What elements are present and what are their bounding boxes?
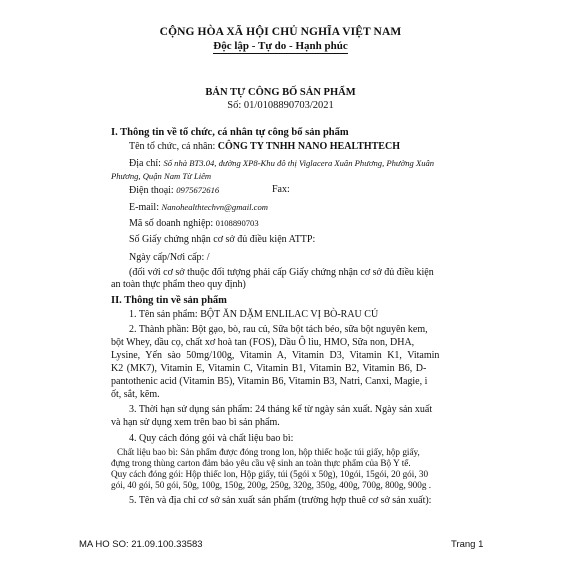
certificate-row: Số Giấy chứng nhận cơ sở đủ điều kiện ATTP: — [129, 234, 316, 245]
page-number: Trang 1 — [451, 539, 484, 550]
fax-label: Fax: — [272, 184, 290, 195]
shelf-life-line: 3. Thời hạn sử dụng sản phẩm: 24 tháng kể từ ngày sản xuất. Ngày sản xuất — [129, 404, 433, 415]
section2-heading: II. Thông tin về sản phẩm — [111, 295, 227, 306]
address-value-line1: Số nhà BT3.04, đường XP8-Khu đô thị Viglacera Xuân Phương, Phường Xuân — [163, 158, 435, 168]
packaging-line: gói, 40 gói, 50 gói, 50g, 100g, 150g, 200g, 250g, 320g, 350g, 400g, 700g, 800g, 900g . — [111, 480, 432, 490]
phone-row — [129, 184, 219, 197]
ingredients-line: bột Whey, dầu cọ, chất xơ hoà tan (FOS), Dầu Ô liu, HMO, Sữa non, DHA, — [111, 337, 415, 348]
tax-value: 0108890703 — [215, 218, 259, 228]
national-motto — [0, 40, 561, 52]
address-label: Địa chỉ: — [129, 158, 164, 169]
ingredients-line: pantothenic acid (Vitamin B5), Vitamin B6, Vitamin B3, Natri, Canxi, Magie, i — [111, 376, 428, 387]
phone-value: 0975672616 — [176, 185, 220, 195]
note-line2: an toàn thực phẩm theo quy định) — [111, 279, 246, 290]
packaging-line: Quy cách đóng gói: Hộp thiếc lon, Hộp giấy, túi (5gói x 50g), 10gói, 15gói, 20 gói, 30 — [111, 469, 429, 479]
note-line1: (đối với cơ sở thuộc đối tượng phải cấp Giấy chứng nhận cơ sở đủ điều kiện — [129, 267, 434, 278]
issue-date-row: Ngày cấp/Nơi cấp: / — [129, 252, 210, 263]
address-row — [129, 157, 434, 170]
ingredients-line: Lysine, Yến sào 50mg/100g, Vitamin A, Vitamin D3, Vitamin K1, Vitamin — [111, 350, 440, 361]
packaging-line: đựng trong thùng carton đảm bảo yêu cầu vệ sinh an toàn thực phẩm của Bộ Y tế. — [111, 458, 411, 468]
org-row — [129, 141, 400, 153]
ingredients-line: 2. Thành phần: Bột gạo, bò, rau củ, Sữa bột tách béo, sữa bột nguyên kem, — [129, 324, 428, 335]
email-value: Nanohealthtechvn@gmail.com — [161, 202, 268, 212]
ingredients-line: K2 (MK7), Vitamin E, Vitamin C, Vitamin B1, Vitamin B2, Vitamin B6, D- — [111, 363, 427, 374]
packaging-heading: 4. Quy cách đóng gói và chất liệu bao bì: — [129, 433, 294, 444]
email-label: E-mail: — [129, 202, 162, 213]
national-title: CỘNG HÒA XÃ HỘI CHỦ NGHĨA VIỆT NAM — [159, 26, 402, 38]
address-value-line2: Phương, Quận Nam Từ Liêm — [111, 171, 212, 181]
tax-label: Mã số doanh nghiệp: — [129, 218, 216, 229]
shelf-life-line: và hạn sử dụng xem trên bao bì sản phẩm. — [111, 417, 280, 428]
document-title: BẢN TỰ CÔNG BỐ SẢN PHẨM — [205, 87, 356, 98]
product-name-row — [129, 309, 378, 321]
document-number: Số: 01/0108890703/2021 — [227, 100, 334, 111]
product-name-label: 1. Tên sản phẩm: — [129, 309, 201, 320]
product-name-value: BỘT ĂN DẶM ENLILAC VỊ BÒ-RAU CỦ — [200, 309, 379, 320]
dossier-code: MA HO SO: 21.09.100.33583 — [79, 539, 203, 550]
org-label: Tên tổ chức, cá nhân: — [129, 141, 218, 152]
phone-label: Điện thoại: — [129, 185, 177, 196]
email-row — [129, 201, 268, 214]
section1-heading: I. Thông tin về tổ chức, cá nhân tự công bố sản phẩm — [111, 127, 349, 138]
tax-row — [129, 217, 259, 230]
packaging-line: Chất liệu bao bì: Sản phẩm được đóng trong lon, hộp thiếc hoặc túi giấy, hộp giấy, — [117, 447, 420, 457]
motto-text: Độc lập - Tự do - Hạnh phúc — [213, 40, 348, 52]
manufacturer-line: 5. Tên và địa chỉ cơ sở sản xuất sản phẩm (trường hợp thuê cơ sở sản xuất): — [129, 495, 432, 506]
org-value: CÔNG TY TNHH NANO HEALTHTECH — [217, 141, 400, 152]
ingredients-line: ốt, sắt, kẽm. — [111, 389, 160, 400]
